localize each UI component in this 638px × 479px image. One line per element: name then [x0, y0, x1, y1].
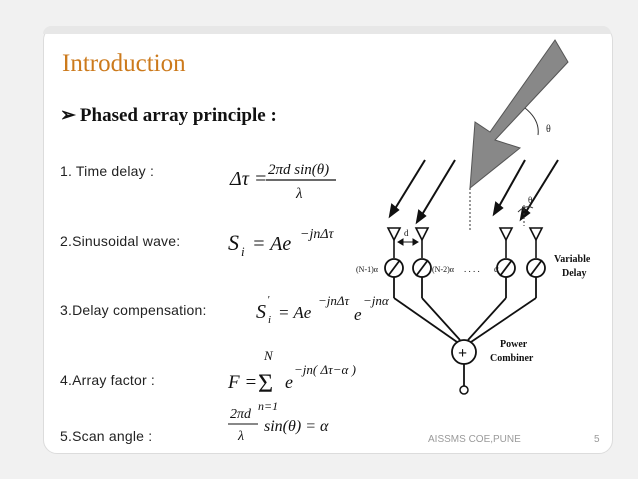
phase-label-alpha: α [494, 264, 499, 274]
variable-delay-label-2: Delay [562, 268, 587, 279]
phase-dots: . . . . [464, 264, 480, 274]
svg-text:Δτ =: Δτ = [230, 168, 268, 190]
svg-text:−jnΔτ: −jnΔτ [300, 227, 334, 242]
svg-text:': ' [267, 294, 270, 306]
feed-network [394, 277, 536, 386]
svg-text:= Ae: = Ae [252, 233, 292, 255]
svg-text:Σ: Σ [258, 369, 274, 398]
svg-text:n=1: n=1 [258, 399, 279, 413]
svg-text:2πd: 2πd [230, 407, 252, 422]
power-combiner-label-2: Combiner [490, 353, 534, 364]
footer-org: AISSMS COE,PUNE [428, 434, 521, 445]
svg-text:−jnα: −jnα [363, 293, 389, 308]
svg-text:e: e [285, 372, 293, 392]
spacing-d-label: d [404, 228, 409, 238]
svg-text:= Ae: = Ae [278, 303, 312, 322]
svg-text:F =: F = [228, 372, 258, 393]
bullet-arrow-icon: ➢ [60, 105, 76, 126]
svg-text:−jn( Δτ−α ): −jn( Δτ−α ) [294, 362, 356, 377]
slide-title: Introduction [62, 50, 186, 77]
power-combiner-label-1: Power [500, 339, 528, 350]
svg-text:S: S [228, 230, 239, 255]
item-sinusoidal-wave: 2.Sinusoidal wave: [60, 233, 181, 249]
bullet-text: Phased array principle : [79, 105, 277, 126]
svg-text:e: e [354, 305, 362, 324]
footer-page-number: 5 [594, 434, 600, 445]
item-delay-compensation: 3.Delay compensation: [60, 302, 207, 318]
theta-label-small: θ [528, 195, 533, 205]
svg-text:N: N [264, 348, 273, 363]
svg-text:2πd sin(θ): 2πd sin(θ) [268, 162, 330, 178]
svg-text:sin(θ) = α: sin(θ) = α [264, 418, 329, 435]
svg-text:S: S [256, 301, 266, 323]
item-time-delay: 1. Time delay : [60, 163, 155, 179]
phase-label-n2: (N-2)α [432, 265, 454, 274]
item-array-factor: 4.Array factor : [60, 372, 156, 388]
element-spacing [398, 239, 418, 245]
svg-text:λ: λ [296, 186, 303, 202]
svg-text:i: i [241, 244, 245, 259]
svg-text:i: i [268, 314, 272, 326]
svg-text:λ: λ [238, 429, 245, 444]
output-port [460, 386, 468, 394]
theta-label-top: θ [546, 124, 551, 135]
phase-label-n1: (N-1)α [356, 265, 378, 274]
variable-delay-label-1: Variable [554, 254, 591, 265]
item-scan-angle: 5.Scan angle : [60, 428, 153, 444]
plus-sign: + [458, 345, 468, 362]
svg-text:−jnΔτ: −jnΔτ [318, 293, 350, 308]
antenna-elements [388, 228, 542, 258]
